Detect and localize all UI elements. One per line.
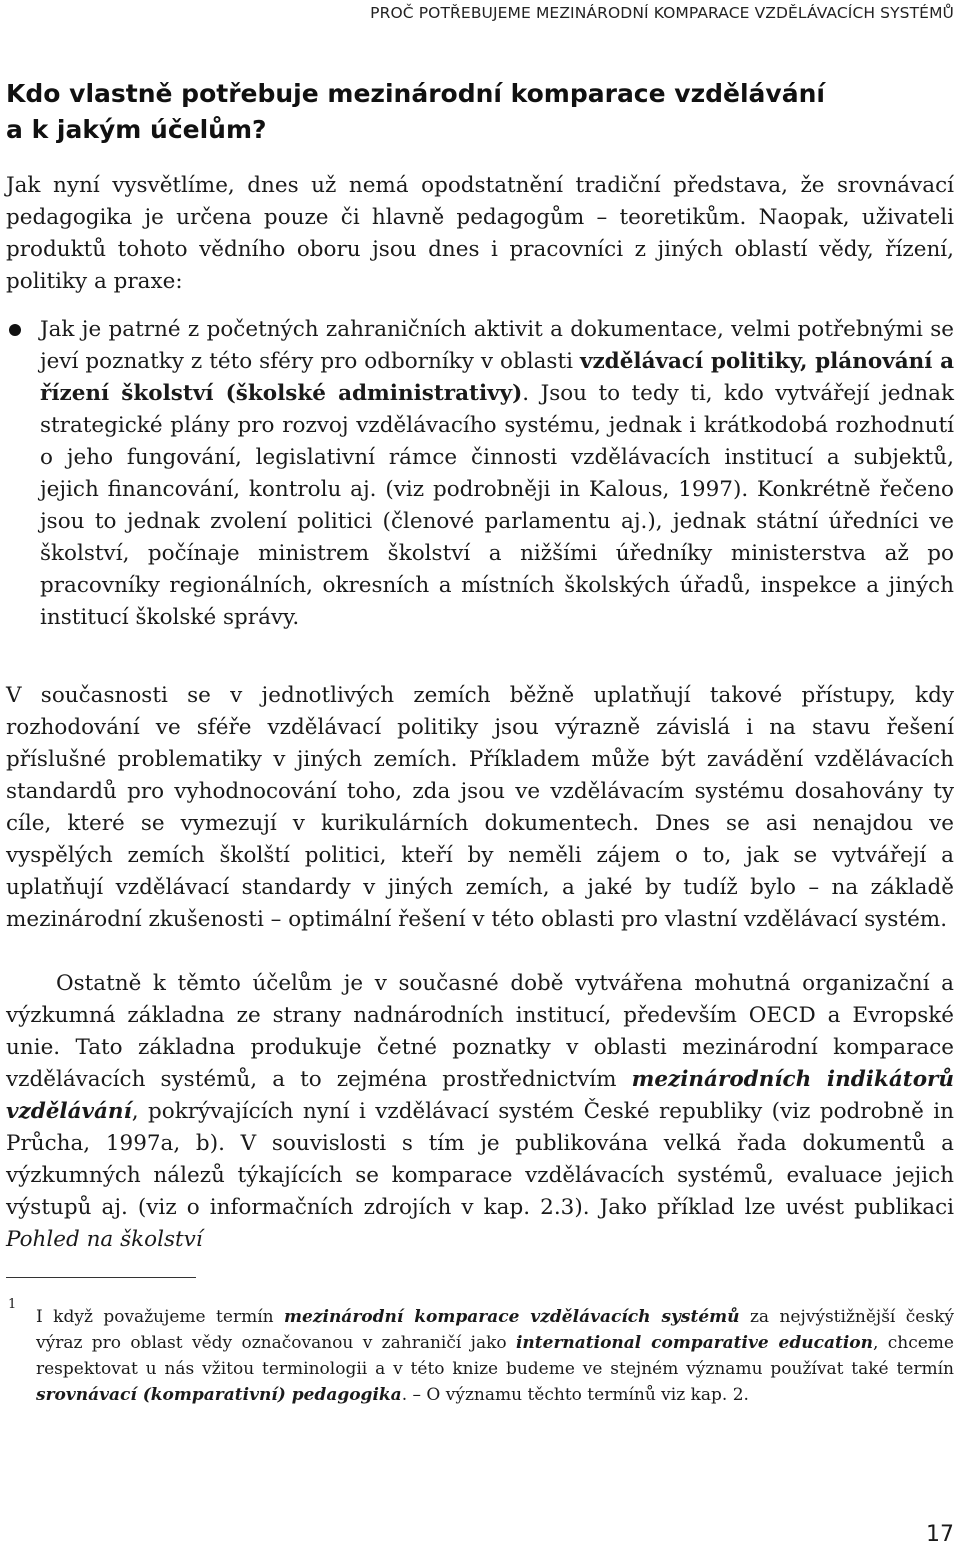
footnote-term-2: international comparative education: [515, 1333, 873, 1353]
bullet-text-a: Jak je patrné z početných zahraničních aktivit a dokumentace, velmi potřebnými se jeví poznatky z této sféry pro odborníky v oblasti: [40, 317, 954, 374]
bullet-dot-icon: [9, 324, 21, 336]
paragraph-oecd-text-b: , pokrývajících nyní i vzdělávací systém České republiky (viz podrobně in Průcha, 1997a, b). V souvislosti s tím je publikována velká řada dokumentů a výzkumných nálezů týkajících se komparace vzdělávacích systémů, evaluace jejich výstupů aj. (viz o informačních zdrojích v kap. 2.3). Jako příklad lze uvést publikaci: [6, 1099, 954, 1220]
footnote-text: [36, 1304, 954, 1408]
bullet-text-b: . Jsou to tedy ti, kdo vytvářejí jednak strategické plány pro rozvoj vzdělávacího systému, jednak i krátkodobá rozhodnutí o jeho fungování, legislativní rámce činnosti vzdělávacích institucí a subjektů, jejich financování, kontrolu aj. (viz podrobněji in Kalous, 1997). Konkrétně řečeno jsou to jednak zvolení politici (členové parlamentu aj.), jednak státní úředníci ve školství, počínaje ministrem školství a nižšími úředníky ministerstva až po pracovníky regionálních, okresních a místních školských úřadů, inspekce a jiných institucí školské správy.: [40, 381, 954, 630]
footnote-term-3: srovnávací (komparativní) pedagogika: [36, 1385, 402, 1405]
running-header: PROČ POTŘEBUJEME MEZINÁRODNÍ KOMPARACE VZDĚLÁVACÍCH SYSTÉMŮ: [370, 4, 954, 22]
section-heading: [6, 76, 946, 148]
paragraph-standards: V současnosti se v jednotlivých zemích běžně uplatňují takové přístupy, kdy rozhodování ve sféře vzdělávací politiky jsou výrazně závislá i na stavu řešení příslušné problematiky v jiných zemích. Příkladem může být zavádění vzdělávacích standardů pro vyhodnocování toho, zda jsou ve vzdělávacím systému dosahovány ty cíle, které se vymezují v kurikulárních dokumentech. Dnes se asi nenajdou ve vyspělých zemích školští politici, kteří by neměli zájem o to, jak se vytvářejí a uplatňují vzdělávací standardy v jiných zemích, a jaké by tudíž bylo – na základě mezinárodní zkušenosti – optimální řešení v této oblasti pro vlastní vzdělávací systém.: [6, 683, 954, 932]
bullet-bold-term: vzdělávací politiky, plánování a řízení školství (školské administrativy): [40, 349, 954, 406]
section-heading-line-2: a k jakým účelům?: [6, 115, 267, 144]
paragraph-oecd-text-a: Ostatně k těmto účelům je v současné době vytvářena mohutná organizační a výzkumná základna ze strany nadnárodních institucí, především OECD a Evropské unie. Tato základna produkuje četné poznatky v oblasti mezinárodní komparace vzdělávacích systémů, a to zejména prostřednictvím: [6, 971, 954, 1092]
footnote-text-d: . – O významu těchto termínů viz kap. 2.: [401, 1385, 749, 1405]
footnote-text-a: I když považujeme termín: [36, 1307, 285, 1327]
footnote-term-1: mezinárodní komparace vzdělávacích systémů: [284, 1307, 740, 1327]
page-number: 17: [926, 1522, 954, 1547]
footnote-divider: [6, 1277, 196, 1278]
paragraph-oecd-italic-title: Pohled na školství: [6, 1227, 203, 1252]
footnote-text-c: , chceme respektovat u nás vžitou terminologii a v této knize budeme ve stejném významu používat také termín: [36, 1333, 954, 1379]
bullet-text: [40, 314, 954, 634]
paragraph-oecd-emphasis: mezinárodních indikátorů vzdělávání: [6, 1067, 954, 1124]
section-heading-line-1: Kdo vlastně potřebuje mezinárodní komparace vzdělávání: [6, 79, 825, 108]
paragraph-intro: Jak nyní vysvětlíme, dnes už nemá opodstatnění tradiční představa, že srovnávací pedagogika je určena pouze či hlavně pedagogům – teoretikům. Naopak, uživateli produktů tohoto vědního oboru jsou dnes i pracovníci z jiných oblastí vědy, řízení, politiky a praxe:: [6, 173, 954, 294]
footnote-text-b: za nejvýstižnější český výraz pro oblast vědy označovanou v zahraničí jako: [36, 1307, 955, 1353]
footnote-mark: 1: [8, 1297, 17, 1312]
paragraph-oecd: [6, 968, 954, 1256]
